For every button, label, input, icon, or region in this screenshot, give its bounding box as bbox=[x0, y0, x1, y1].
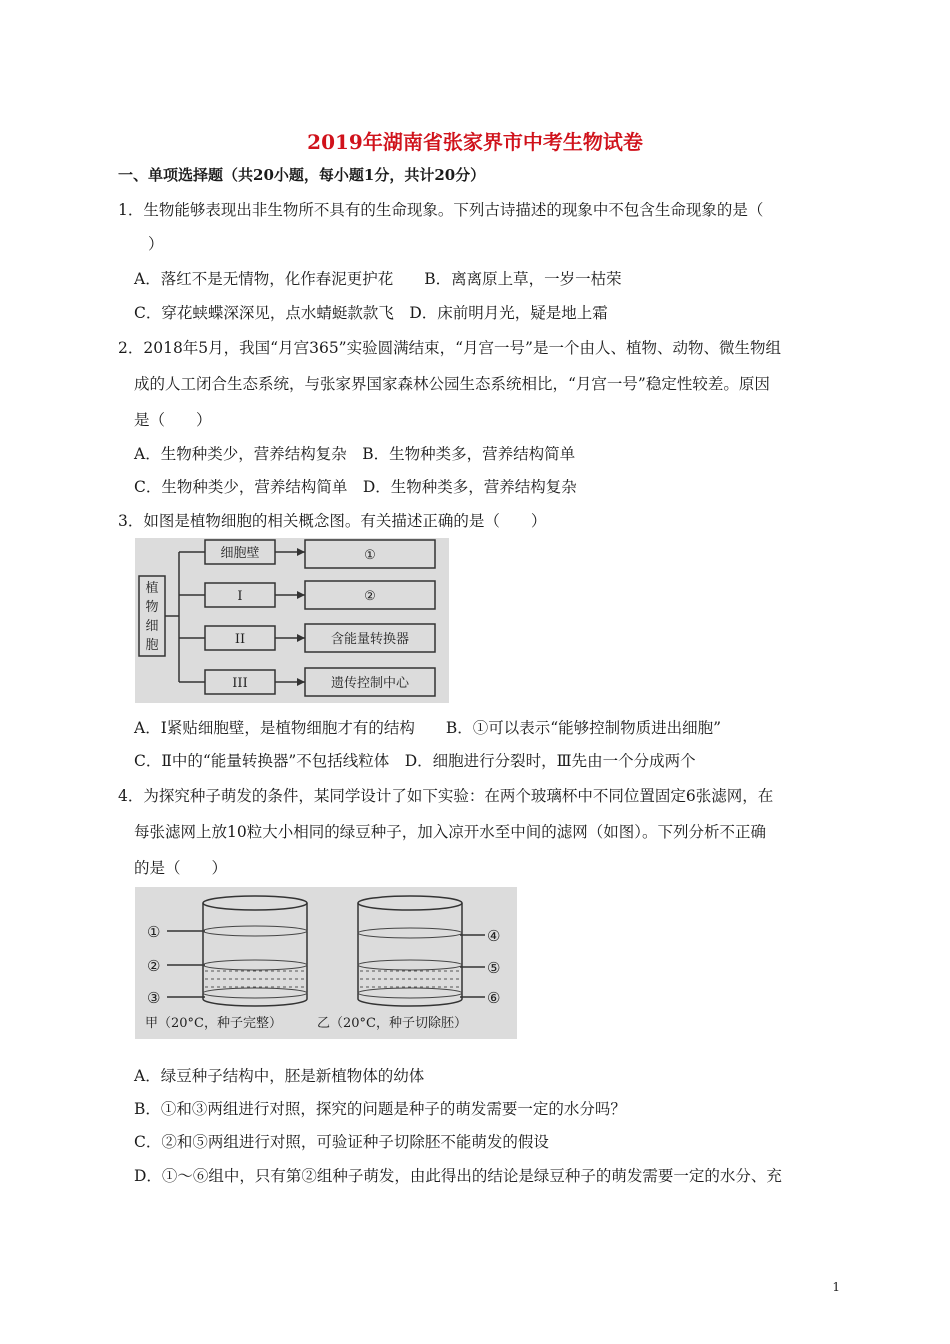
q3-options-cd: C．Ⅱ中的“能量转换器”不包括线粒体 D．细胞进行分裂时，Ⅲ先由一个分成两个 bbox=[134, 752, 696, 770]
q1-stem-line1: 1．生物能够表现出非生物所不具有的生命现象。下列古诗描述的现象中不包含生命现象的是（ bbox=[118, 201, 764, 219]
label-group-2: ② bbox=[147, 957, 161, 975]
diagram-target-genetic: 遗传控制中心 bbox=[330, 676, 410, 691]
label-group-4: ④ bbox=[487, 927, 501, 945]
q2-options-cd: C．生物种类少，营养结构简单 D．生物种类多，营养结构复杂 bbox=[134, 478, 577, 496]
diagram-node-iii: III bbox=[232, 676, 248, 691]
diagram-node-i: I bbox=[237, 589, 243, 604]
q3-stem: 3．如图是植物细胞的相关概念图。有关描述正确的是（ ） bbox=[118, 512, 547, 530]
q1-options-ab: A．落红不是无情物，化作春泥更护花 B．离离原上草，一岁一枯荣 bbox=[134, 270, 622, 288]
q4-option-b: B．①和③两组进行对照，探究的问题是种子的萌发需要一定的水分吗？ bbox=[134, 1100, 626, 1118]
q3-options-ab: A．Ⅰ紧贴细胞壁，是植物细胞才有的结构 B．①可以表示“能够控制物质进出细胞” bbox=[134, 719, 722, 737]
diagram-target-energy: 含能量转换器 bbox=[330, 632, 410, 647]
page-title: 2019年湖南省张家界市中考生物试卷 bbox=[307, 130, 643, 154]
q4-stem-line1: 4．为探究种子萌发的条件，某同学设计了如下实验：在两个玻璃杯中不同位置固定6张滤网，在 bbox=[118, 787, 774, 805]
q4-option-c: C．②和⑤两组进行对照，可验证种子切除胚不能萌发的假设 bbox=[134, 1133, 549, 1151]
diagram-target-1: ① bbox=[364, 548, 376, 563]
label-group-5: ⑤ bbox=[487, 959, 501, 977]
q4-stem-line3: 的是（ ） bbox=[134, 859, 228, 877]
q2-stem-line2: 成的人工闭合生态系统，与张家界国家森林公园生态系统相比，“月宫一号”稳定性较差。原因 bbox=[134, 375, 770, 393]
q2-options-ab: A．生物种类少，营养结构复杂 B．生物种类多，营养结构简单 bbox=[134, 445, 576, 463]
diagram-node-cell-wall: 细胞壁 bbox=[220, 546, 260, 561]
caption-group-b: 乙（20°C，种子切除胚） bbox=[317, 1016, 467, 1031]
q4-option-a: A．绿豆种子结构中，胚是新植物体的幼体 bbox=[134, 1067, 425, 1085]
diagram-node-ii: II bbox=[234, 632, 246, 647]
label-group-6: ⑥ bbox=[487, 989, 501, 1007]
diagram-root-char: 物 bbox=[145, 600, 159, 615]
q1-options-cd: C．穿花蛱蝶深深见，点水蜻蜓款款飞 D．床前明月光，疑是地上霜 bbox=[134, 304, 608, 322]
diagram-root-char: 植 bbox=[145, 581, 159, 596]
plant-cell-concept-diagram bbox=[135, 538, 449, 703]
q2-stem-line1: 2．2018年5月，我国“月宫365”实验圆满结束，“月宫一号”是一个由人、植物、动物、微生物组 bbox=[118, 339, 781, 357]
label-group-1: ① bbox=[147, 923, 161, 941]
q1-stem-line2: ） bbox=[148, 235, 164, 253]
q4-stem-line2: 每张滤网上放10粒大小相同的绿豆种子，加入凉开水至中间的滤网（如图）。下列分析不正确 bbox=[134, 823, 766, 841]
diagram-root-char: 细 bbox=[145, 619, 159, 634]
diagram-target-2: ② bbox=[364, 589, 376, 604]
seed-germination-figure bbox=[135, 887, 517, 1039]
caption-group-a: 甲（20°C，种子完整） bbox=[145, 1016, 282, 1031]
page-number: 1 bbox=[832, 1280, 840, 1294]
q4-option-d: D．①～⑥组中，只有第②组种子萌发，由此得出的结论是绿豆种子的萌发需要一定的水分、充 bbox=[134, 1167, 782, 1185]
q2-stem-line3: 是（ ） bbox=[134, 411, 212, 429]
diagram-root-char: 胞 bbox=[145, 638, 159, 653]
section-heading: 一、单项选择题（共20小题，每小题1分，共计20分） bbox=[118, 166, 486, 184]
label-group-3: ③ bbox=[147, 989, 161, 1007]
